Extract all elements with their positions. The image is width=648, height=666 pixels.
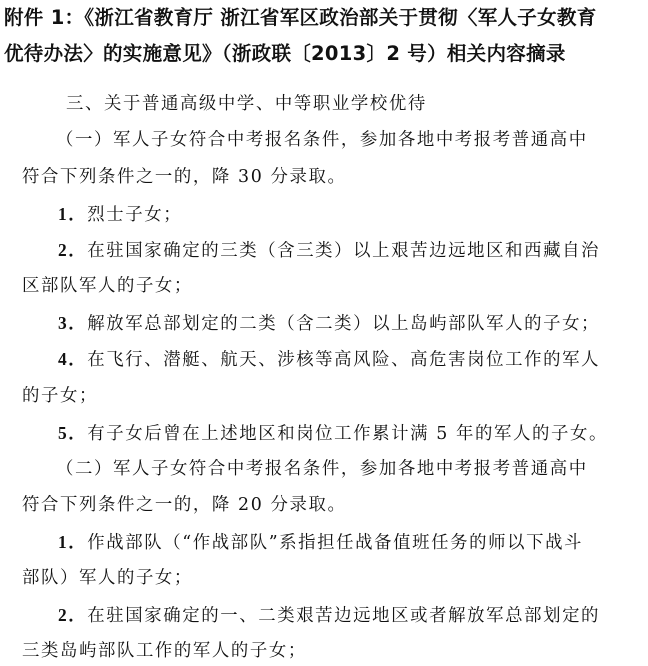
item-text: 烈士子女； xyxy=(87,205,183,225)
item-text: 有子女后曾在上述地区和岗位工作累计满 5 年的军人的子女。 xyxy=(87,424,608,444)
part1-item-4 xyxy=(58,347,600,372)
part2-item-2-continuation: 三类岛屿部队工作的军人的子女； xyxy=(22,641,307,661)
item-number: 2． xyxy=(58,605,88,625)
item-text: 解放军总部划定的二类（含二类）以上岛屿部队军人的子女； xyxy=(87,314,601,334)
item-number: 5． xyxy=(58,423,88,443)
document-title-line-2: 优待办法〉的实施意见》（浙政联〔2013〕2 号）相关内容摘录 xyxy=(4,42,566,65)
part2-intro-line-2: 符合下列条件之一的，降 20 分录取。 xyxy=(22,495,347,515)
item-text: 在驻国家确定的三类（含三类）以上艰苦边远地区和西藏自治 xyxy=(87,241,601,261)
part1-intro-line-2: 符合下列条件之一的，降 30 分录取。 xyxy=(22,167,347,187)
item-number: 2． xyxy=(58,240,88,260)
item-number: 1． xyxy=(58,204,88,224)
part1-item-3 xyxy=(58,311,600,336)
part1-item-2-continuation: 区部队军人的子女； xyxy=(22,276,193,296)
part1-intro-line-1: （一）军人子女符合中考报名条件，参加各地中考报考普通高中 xyxy=(56,130,588,150)
item-text: 在飞行、潜艇、航天、涉核等高风险、高危害岗位工作的军人 xyxy=(87,350,601,370)
part1-item-1 xyxy=(58,202,182,227)
part2-item-1-continuation: 部队）军人的子女； xyxy=(22,568,193,588)
part1-item-5 xyxy=(58,421,608,446)
document-title-line-1: 附件 1：《浙江省教育厅 浙江省军区政治部关于贯彻〈军人子女教育 xyxy=(4,6,597,29)
item-number: 4． xyxy=(58,349,88,369)
item-text: 在驻国家确定的一、二类艰苦边远地区或者解放军总部划定的 xyxy=(87,606,601,626)
item-number: 1． xyxy=(58,532,88,552)
part1-item-2 xyxy=(58,238,600,263)
section-heading: 三、关于普通高级中学、中等职业学校优待 xyxy=(66,94,427,114)
part2-item-1 xyxy=(58,530,583,555)
part2-intro-line-1: （二）军人子女符合中考报名条件，参加各地中考报考普通高中 xyxy=(56,459,588,479)
part2-item-2 xyxy=(58,603,600,628)
item-number: 3． xyxy=(58,313,88,333)
part1-item-4-continuation: 的子女； xyxy=(22,386,98,406)
item-text: 作战部队（“作战部队”系指担任战备值班任务的师以下战斗 xyxy=(87,533,584,553)
